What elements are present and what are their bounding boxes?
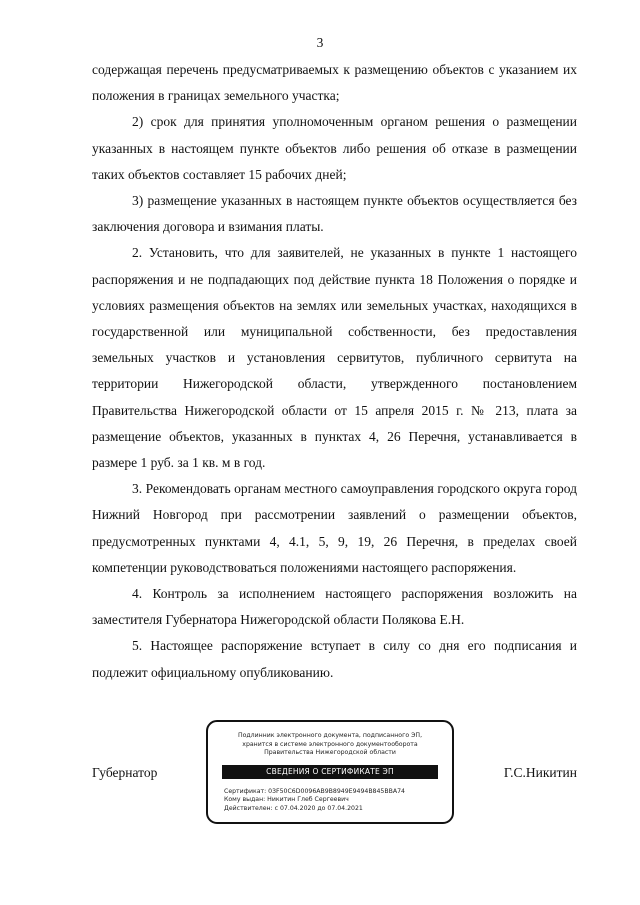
certificate-validity: Действителен: с 07.04.2020 до 07.04.2021 <box>224 804 363 812</box>
paragraph: 5. Настоящее распоряжение вступает в силу со дня его подписания и подлежит официальному опубликованию. <box>92 638 577 680</box>
stamp-header-line: Подлинник электронного документа, подписанного ЭП, <box>237 732 423 739</box>
stamp-header <box>208 732 452 758</box>
paragraph: 3) размещение указанных в настоящем пункте объектов осуществляется без заключения договора и взимания платы. <box>92 193 577 235</box>
stamp-header-line: Правительства Нижегородской области <box>264 749 396 757</box>
stamp-header-line: хранится в системе электронного документооборота <box>242 740 418 748</box>
paragraph: 4. Контроль за исполнением настоящего распоряжения возложить на заместителя Губернатора Нижегородской области Полякова Е.Н. <box>92 586 577 628</box>
paragraph: 3. Рекомендовать органам местного самоуправления городского округа город Нижний Новгород при рассмотрении заявлений о размещении объектов, предусмотренных пунктами 4, 4.1, 5, 9, 19, 26 Перечня, в пределах своей компетенции руководствоваться положениями настоящего распоряжения. <box>92 481 577 575</box>
signatory-role: Губернатор <box>92 765 158 780</box>
certificate-number: Сертификат: 03F50C6D0096AB9B8949E9494B845BBA74 <box>224 788 405 795</box>
signatory-name: Г.С.Никитин <box>503 765 577 780</box>
paragraph: 2. Установить, что для заявителей, не указанных в пункте 1 настоящего распоряжения и не подпадающих под действие пункта 18 Положения о порядке и условиях размещения объектов на землях или земельных участках, находящихся в государственной или муниципальной собственности, без предоставления земельных участков и установления сервитутов, публичного сервитута на территории Нижегородской области, утвержденного постановлением Правительства Нижегородской области от 15 апреля 2015 г. № 213, плата за размещение объектов, указанных в пунктах 4, 26 Перечня, устанавливается в размере 1 руб. за 1 кв. м в год. <box>92 245 577 471</box>
page-number: 3 <box>316 35 324 50</box>
stamp-details <box>224 788 444 813</box>
paragraph: 2) срок для принятия уполномоченным органом решения о размещении указанных в настоящем пункте объектов либо решения об отказе в размещении таких объектов составляет 15 рабочих дней; <box>92 114 577 182</box>
electronic-signature-stamp <box>206 720 454 824</box>
paragraph: содержащая перечень предусматриваемых к размещению объектов с указанием их положения в границах земельного участка; <box>92 62 577 104</box>
document-body <box>92 57 577 686</box>
certificate-holder: Кому выдан: Никитин Глеб Сергеевич <box>224 796 349 804</box>
stamp-title: СВЕДЕНИЯ О СЕРТИФИКАТЕ ЭП <box>222 765 438 779</box>
